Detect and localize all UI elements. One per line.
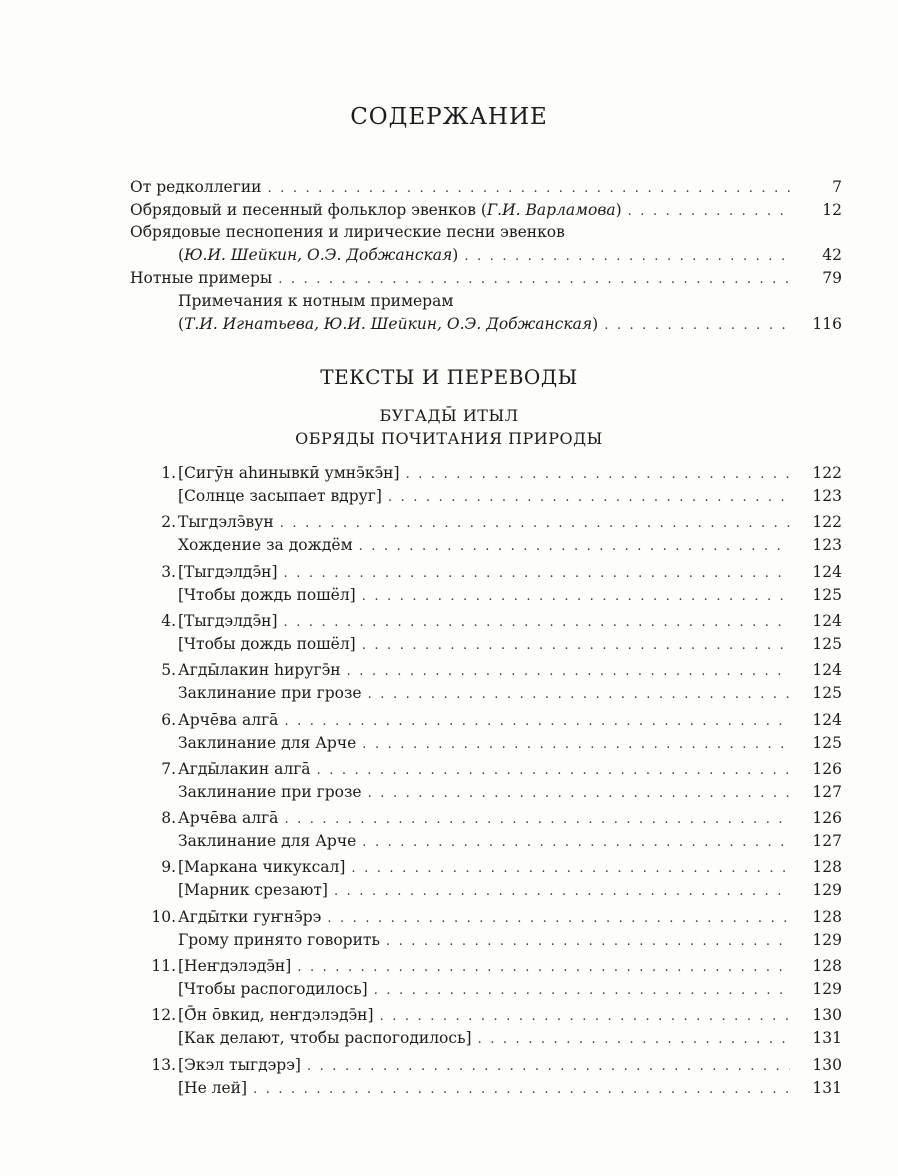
translation-entry-title: Заклинание для Арче <box>178 832 357 850</box>
translation-entry[interactable] <box>130 1077 842 1099</box>
text-entry-title: [Маркана чикуксал] <box>178 858 346 876</box>
text-entry-title: [Тыгдэлдэ̄н] <box>178 563 278 581</box>
translation-entry-page: 125 <box>812 734 842 752</box>
dot-leader <box>362 586 790 608</box>
text-entry-page: 130 <box>812 1006 842 1024</box>
text-entry-title: Арчēва алгā <box>178 809 279 827</box>
text-entry-title: Агды̄лакин алгā <box>178 760 311 778</box>
translation-entry-page: 125 <box>812 684 842 702</box>
text-entry-number: 2. <box>161 513 176 531</box>
text-entry[interactable] <box>130 807 842 829</box>
text-entry-title: [Ō̄н ōвкид, неҥдэлэдэ̄н] <box>178 1006 374 1024</box>
toc-entry[interactable] <box>130 313 842 335</box>
toc-entry-page: 79 <box>822 269 842 287</box>
text-entry-title: Агды̄лакин һиругэ̄н <box>178 661 341 679</box>
translation-entry[interactable] <box>130 978 842 1000</box>
text-entry-number: 9. <box>161 858 176 876</box>
section-title: ТЕКСТЫ И ПЕРЕВОДЫ <box>320 365 578 389</box>
dot-leader <box>478 1029 790 1051</box>
toc-entry-page: 116 <box>812 315 842 333</box>
text-entry-title: Тыгдэлэ̄вун <box>178 513 274 531</box>
translation-entry[interactable] <box>130 633 842 655</box>
translation-entry[interactable] <box>130 929 842 951</box>
dot-leader <box>284 563 790 585</box>
page-title: СОДЕРЖАНИЕ <box>350 104 548 130</box>
text-entry-page: 124 <box>812 563 842 581</box>
text-entry-title: Арчēва алгā <box>178 711 279 729</box>
text-entry-title: [Сигӯн аһинывкӣ умнэ̄кэ̄н] <box>178 464 400 482</box>
translation-entry-page: 125 <box>812 586 842 604</box>
toc-entry-line[interactable] <box>130 290 842 312</box>
text-entry-number: 7. <box>161 760 176 778</box>
translation-entry[interactable] <box>130 534 842 556</box>
dot-leader <box>284 809 790 831</box>
dot-leader <box>284 612 790 634</box>
translation-entry-page: 131 <box>812 1079 842 1097</box>
text-entry[interactable] <box>130 856 842 878</box>
translation-entry[interactable] <box>130 584 842 606</box>
text-entry-page: 122 <box>812 513 842 531</box>
translation-entry-title: [Чтобы дождь пошёл] <box>178 635 356 653</box>
subsection-title-evenki: БУГАДЫ̄ ИТЫЛ <box>379 406 519 425</box>
toc-entry-page: 42 <box>822 246 842 264</box>
dot-leader <box>297 957 790 979</box>
text-entry-page: 126 <box>812 809 842 827</box>
text-entry-page: 128 <box>812 908 842 926</box>
text-entry-number: 5. <box>161 661 176 679</box>
text-entry[interactable] <box>130 955 842 977</box>
translation-entry-title: Грому принято говорить <box>178 931 380 949</box>
dot-leader <box>362 832 790 854</box>
text-entry[interactable] <box>130 758 842 780</box>
toc-entry-page: 7 <box>832 178 842 196</box>
subsection-title-russian: ОБРЯДЫ ПОЧИТАНИЯ ПРИРОДЫ <box>295 429 603 448</box>
translation-entry-title: [Солнце засыпает вдруг] <box>178 487 382 505</box>
translation-entry-title: Заклинание при грозе <box>178 783 362 801</box>
translation-entry-page: 129 <box>812 931 842 949</box>
dot-leader <box>406 464 790 486</box>
translation-entry-title: [Как делают, чтобы распогодилось] <box>178 1029 472 1047</box>
text-entry-number: 1. <box>161 464 176 482</box>
toc-entry-title: Обрядовые песнопения и лирические песни эвенков <box>130 223 565 241</box>
dot-leader <box>386 931 790 953</box>
dot-leader <box>628 201 790 223</box>
toc-entry-title: (Т.И. Игнатьева, Ю.И. Шейкин, О.Э. Добжанская) <box>178 315 599 333</box>
text-entry-number: 10. <box>151 908 176 926</box>
translation-entry-page: 123 <box>812 487 842 505</box>
dot-leader <box>388 487 790 509</box>
dot-leader <box>280 513 790 535</box>
dot-leader <box>307 1056 790 1078</box>
translation-entry[interactable] <box>130 781 842 803</box>
translation-entry-title: Хождение за дождём <box>178 536 353 554</box>
dot-leader <box>464 246 790 268</box>
text-entry-title: [Неҥдэлэдэ̄н] <box>178 957 292 975</box>
toc-entry[interactable] <box>130 267 842 289</box>
text-entry-page: 130 <box>812 1056 842 1074</box>
text-entry[interactable] <box>130 906 842 928</box>
dot-leader <box>604 315 790 337</box>
text-entry-page: 128 <box>812 858 842 876</box>
toc-entry-title: От редколлегии <box>130 178 262 196</box>
text-entry[interactable] <box>130 561 842 583</box>
text-entry-number: 13. <box>151 1056 176 1074</box>
text-entry-page: 124 <box>812 711 842 729</box>
translation-entry[interactable] <box>130 879 842 901</box>
dot-leader <box>284 711 790 733</box>
translation-entry[interactable] <box>130 485 842 507</box>
text-entry-number: 3. <box>161 563 176 581</box>
dot-leader <box>351 858 790 880</box>
toc-entry[interactable] <box>130 244 842 266</box>
toc-entry-title: Обрядовый и песенный фольклор эвенков (Г.И. Варламова) <box>130 201 622 219</box>
dot-leader <box>327 908 790 930</box>
translation-entry-page: 123 <box>812 536 842 554</box>
translation-entry[interactable] <box>130 830 842 852</box>
toc-entry[interactable] <box>130 199 842 221</box>
translation-entry-page: 127 <box>812 783 842 801</box>
text-entry-title: [Тыгдэлдэ̄н] <box>178 612 278 630</box>
translation-entry[interactable] <box>130 732 842 754</box>
text-entry-number: 11. <box>151 957 176 975</box>
dot-leader <box>374 980 790 1002</box>
text-entry[interactable] <box>130 511 842 533</box>
text-entry-number: 8. <box>161 809 176 827</box>
toc-entry-line[interactable] <box>130 221 842 243</box>
text-entry-page: 124 <box>812 612 842 630</box>
dot-leader <box>380 1006 790 1028</box>
toc-entry[interactable] <box>130 176 842 198</box>
translation-entry-title: [Чтобы распогодилось] <box>178 980 368 998</box>
toc-entry-title: Примечания к нотным примерам <box>178 292 454 310</box>
dot-leader <box>268 178 790 200</box>
toc-entry-title: (Ю.И. Шейкин, О.Э. Добжанская) <box>178 246 459 264</box>
text-entry-page: 122 <box>812 464 842 482</box>
toc-entry-page: 12 <box>822 201 842 219</box>
text-entry[interactable] <box>130 610 842 632</box>
subsection-title <box>0 404 898 450</box>
dot-leader <box>362 635 790 657</box>
translation-entry-page: 127 <box>812 832 842 850</box>
text-entry-page: 126 <box>812 760 842 778</box>
text-entry-title: Агды̄тки гуҥнэ̄рэ <box>178 908 322 926</box>
toc-entry-author: Ю.И. Шейкин, О.Э. Добжанская <box>184 246 453 264</box>
translation-entry[interactable] <box>130 682 842 704</box>
translation-entry-title: [Чтобы дождь пошёл] <box>178 586 356 604</box>
text-entry-title: [Экэл тыгдэрэ] <box>178 1056 301 1074</box>
dot-leader <box>368 684 790 706</box>
translation-entry-page: 129 <box>812 980 842 998</box>
dot-leader <box>368 783 790 805</box>
translation-entry-title: [Марник срезают] <box>178 881 328 899</box>
text-entry-number: 4. <box>161 612 176 630</box>
dot-leader <box>334 881 790 903</box>
text-entry-number: 6. <box>161 711 176 729</box>
toc-entry-author: Т.И. Игнатьева, Ю.И. Шейкин, О.Э. Добжанская <box>184 315 593 333</box>
translation-entry-title: Заклинание для Арче <box>178 734 357 752</box>
translation-entry-page: 129 <box>812 881 842 899</box>
text-entry-number: 12. <box>151 1006 176 1024</box>
toc-entry-title: Нотные примеры <box>130 269 273 287</box>
dot-leader <box>359 536 790 558</box>
text-entry[interactable] <box>130 1004 842 1026</box>
text-entry[interactable] <box>130 659 842 681</box>
translation-entry-title: Заклинание при грозе <box>178 684 362 702</box>
translation-entry-page: 131 <box>812 1029 842 1047</box>
text-entry[interactable] <box>130 709 842 731</box>
dot-leader <box>253 1079 790 1101</box>
text-entry-page: 128 <box>812 957 842 975</box>
translation-entry-page: 125 <box>812 635 842 653</box>
toc-entry-author: Г.И. Варламова <box>486 201 616 219</box>
translation-entry[interactable] <box>130 1027 842 1049</box>
dot-leader <box>278 269 790 291</box>
translation-entry-title: [Не лей] <box>178 1079 248 1097</box>
dot-leader <box>347 661 790 683</box>
text-entry[interactable] <box>130 462 842 484</box>
text-entry-page: 124 <box>812 661 842 679</box>
text-entry[interactable] <box>130 1054 842 1076</box>
dot-leader <box>362 734 790 756</box>
dot-leader <box>317 760 790 782</box>
